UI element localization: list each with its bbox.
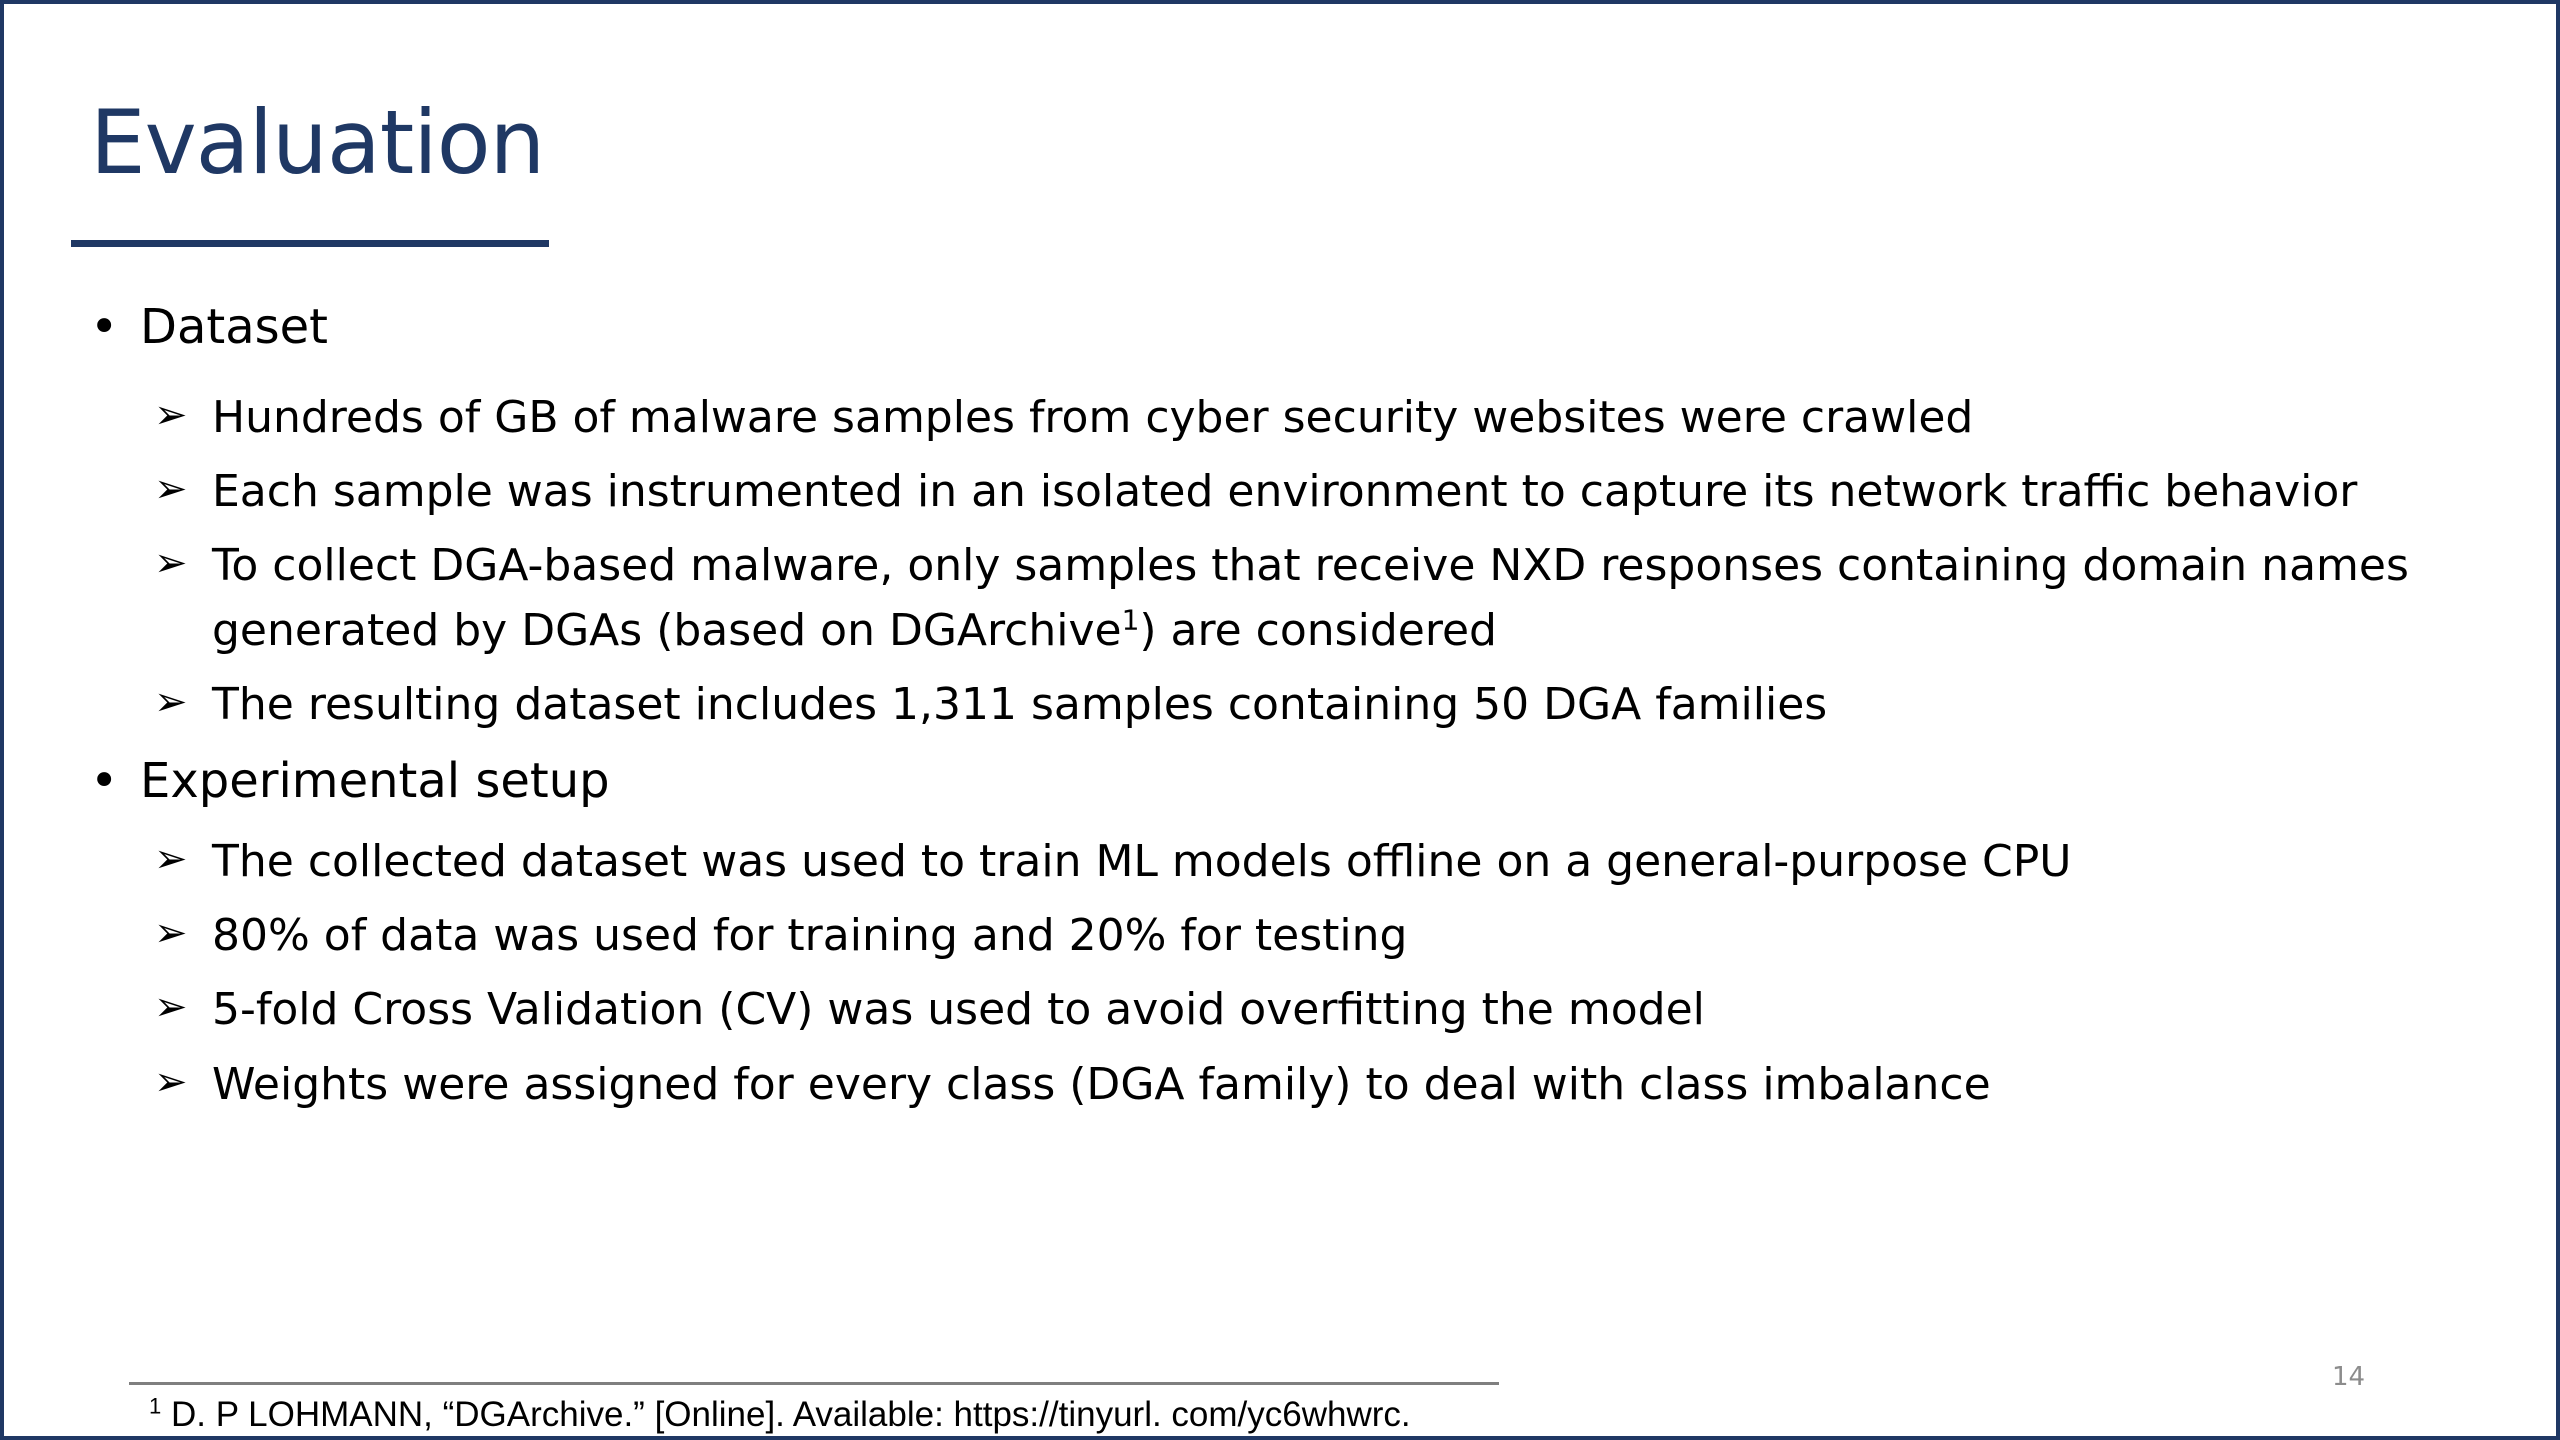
arrow-bullet-icon: ➢ (154, 910, 188, 956)
continuation-text: generated by DGAs (based on DGArchive (212, 605, 1122, 656)
bullet-heading: Experimental setup (140, 753, 610, 809)
title-underline (71, 240, 549, 247)
slide-title: Evaluation (90, 91, 545, 194)
bullet-heading: Dataset (140, 299, 328, 355)
sub-bullet-text-continuation (212, 598, 2492, 664)
sub-bullet-text: 5-fold Cross Validation (CV) was used to avoid overfitting the model (212, 984, 1705, 1035)
arrow-bullet-icon: ➢ (154, 540, 188, 586)
footnote-marker: 1 (149, 1393, 162, 1419)
arrow-bullet-icon: ➢ (154, 836, 188, 882)
page-number: 14 (2332, 1362, 2366, 1392)
sub-bullet-text: To collect DGA-based malware, only samples that receive NXD responses containing domain names (212, 540, 2409, 591)
arrow-bullet-icon: ➢ (154, 679, 188, 725)
sub-bullet-text: Weights were assigned for every class (DGA family) to deal with class imbalance (212, 1059, 1991, 1110)
sub-bullet-text: Each sample was instrumented in an isolated environment to capture its network traffic behavior (212, 466, 2358, 517)
sub-bullet-text: The collected dataset was used to train ML models offline on a general-purpose CPU (212, 836, 2072, 887)
bullet-icon: • (90, 299, 119, 355)
footnote-reference: 1 (1121, 603, 1140, 637)
footnote-text: D. P LOHMANN, “DGArchive.” [Online]. Available: https://tinyurl. com/yc6whwrc. (161, 1395, 1411, 1434)
sub-bullet-text: The resulting dataset includes 1,311 samples containing 50 DGA families (212, 679, 1828, 730)
sub-bullet-text: 80% of data was used for training and 20% for testing (212, 910, 1408, 961)
sub-bullet-text: Hundreds of GB of malware samples from cyber security websites were crawled (212, 392, 1974, 443)
footnote (149, 1394, 1411, 1436)
arrow-bullet-icon: ➢ (154, 1059, 188, 1105)
arrow-bullet-icon: ➢ (154, 392, 188, 438)
footnote-separator (129, 1382, 1499, 1385)
continuation-text-end: ) are considered (1139, 605, 1497, 656)
bullet-icon: • (90, 753, 119, 809)
arrow-bullet-icon: ➢ (154, 466, 188, 512)
arrow-bullet-icon: ➢ (154, 984, 188, 1030)
